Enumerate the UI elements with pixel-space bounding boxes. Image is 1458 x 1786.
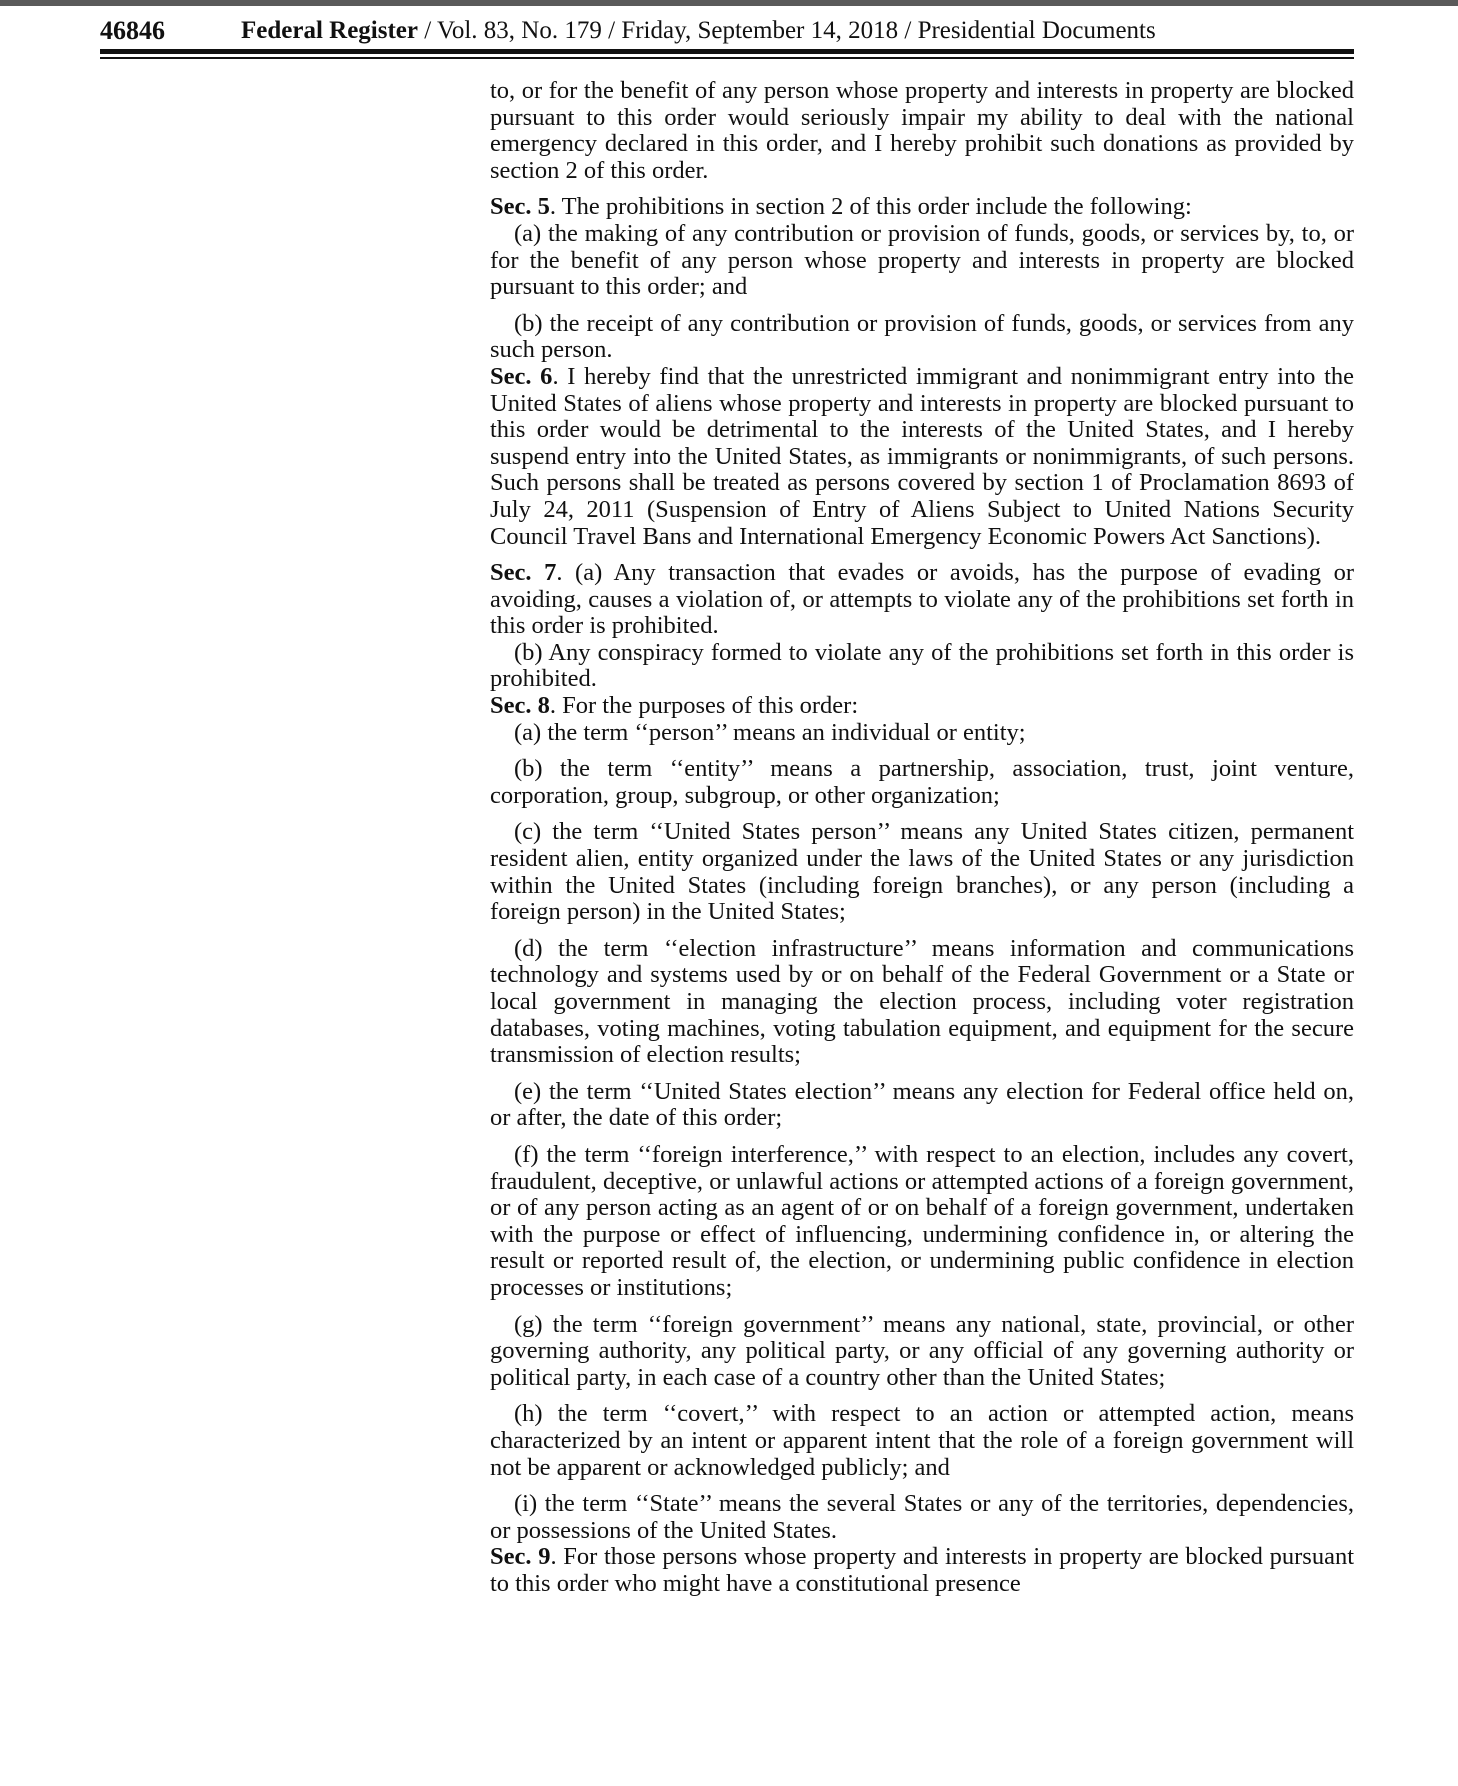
section-8-g — [490, 1312, 1354, 1392]
section-8-f — [490, 1142, 1354, 1302]
paragraph-text: . For those persons whose property and interests in property are blocked pursuant to this order who might have a constitutional presence — [490, 1543, 1355, 1597]
section-8-c — [490, 819, 1354, 925]
paragraph-text: . I hereby find that the unrestricted immigrant and nonimmigrant entry into the United States of aliens whose property and interests in property are blocked pursuant to this order would be detrimental to the interests of the United States, and I hereby suspend entry into the United States, as immigrants or nonimmigrants, of such persons. Such persons shall be treated as persons covered by section 1 of Proclamation 8693 of July 24, 2011 (Suspension of Entry of Aliens Subject to United Nations Security Council Travel Bans and International Emergency Economic Powers Act Sanctions). — [490, 362, 1354, 550]
section-7-a — [490, 560, 1354, 640]
paragraph-text: (d) the term ‘‘election infrastructure’’ means information and communications technology and systems used by or on behalf of the Federal Government or a State or local government in managing the election process, including voter registration databases, voting machines, voting tabulation equipment, and equipment for the secure transmission of election results; — [490, 934, 1354, 1069]
paragraph-text: (g) the term ‘‘foreign government’’ means any national, state, provincial, or other governing authority, any political party, or any official of any governing authority or political party, in each case of a country other than the United States; — [490, 1310, 1354, 1391]
section-8-a — [490, 720, 1354, 747]
document-category: Presidential Documents — [917, 17, 1156, 44]
publication-name: Federal Register — [241, 17, 419, 44]
section-8-d — [490, 936, 1354, 1069]
paragraph-text: (i) the term ‘‘State’’ means the several States or any of the territories, dependencies, or possessions of the United States. — [490, 1490, 1354, 1544]
paragraph-text: . (a) Any transaction that evades or avoids, has the purpose of evading or avoiding, causes a violation of, or attempts to violate any of the prohibitions set forth in this order is prohibited. — [490, 559, 1355, 640]
header-rule-thick — [100, 49, 1354, 54]
paragraph-text: (a) the term ‘‘person’’ means an individual or entity; — [514, 718, 1026, 746]
section-8-e — [490, 1079, 1354, 1132]
section-8-h — [490, 1401, 1354, 1481]
section-label: Sec. 7 — [490, 559, 557, 587]
running-head: Federal Register / Vol. 83, No. 179 / Friday, September 14, 2018 / Presidential Documents — [241, 17, 1156, 44]
header-rule-thin — [100, 57, 1354, 59]
section-8-i — [490, 1491, 1354, 1544]
paragraph-text: (e) the term ‘‘United States election’’ means any election for Federal office held on, or after, the date of this order; — [490, 1077, 1354, 1132]
section-8 — [490, 693, 1354, 720]
paragraph-text: . The prohibitions in section 2 of this order include the following: — [549, 193, 1192, 221]
paragraph-text: (a) the making of any contribution or provision of funds, goods, or services by, to, or for the benefit of any person whose property and interests in property are blocked pursuant to this order; and — [490, 219, 1354, 301]
page-number: 46846 — [100, 16, 165, 45]
volume-info: Vol. 83, No. 179 — [437, 17, 602, 44]
section-label: Sec. 8 — [490, 692, 550, 720]
paragraph-text: (b) Any conspiracy formed to violate any of the prohibitions set forth in this order is prohibited. — [490, 638, 1354, 693]
issue-date: Friday, September 14, 2018 — [621, 17, 899, 44]
body-column — [490, 78, 1354, 1597]
paragraph-text: (h) the term ‘‘covert,’’ with respect to an action or attempted action, means characterized by an intent or apparent intent that the role of a foreign government will not be apparent or acknowledged publicly; and — [490, 1400, 1354, 1481]
paragraph-text: (b) the receipt of any contribution or provision of funds, goods, or services from any such person. — [490, 309, 1354, 364]
section-6 — [490, 364, 1354, 550]
page-top-edge — [0, 0, 1458, 6]
section-5 — [490, 194, 1354, 221]
continued-paragraph — [490, 78, 1354, 184]
section-5-a — [490, 221, 1354, 301]
section-label: Sec. 9 — [490, 1543, 551, 1571]
paragraph-text: to, or for the benefit of any person whose property and interests in property are blocked pursuant to this order would seriously impair my ability to deal with the national emergency declared in this order, and I hereby prohibit such donations as provided by section 2 of this order. — [490, 77, 1354, 184]
section-7-b — [490, 640, 1354, 693]
paragraph-text: (c) the term ‘‘United States person’’ means any United States citizen, permanent resident alien, entity organized under the laws of the United States or any jurisdiction within the United States (including foreign branches), or any person (including a foreign person) in the United States; — [490, 818, 1354, 926]
section-label: Sec. 5 — [490, 193, 550, 221]
paragraph-text: (b) the term ‘‘entity’’ means a partnership, association, trust, joint venture, corporation, group, subgroup, or other organization; — [490, 755, 1354, 809]
section-8-b — [490, 756, 1354, 809]
section-label: Sec. 6 — [490, 362, 553, 390]
section-9 — [490, 1544, 1354, 1597]
running-header — [100, 14, 1354, 48]
paragraph-text: . For the purposes of this order: — [549, 692, 859, 720]
paragraph-text: (f) the term ‘‘foreign interference,’’ with respect to an election, includes any covert, fraudulent, deceptive, or unlawful actions or attempted actions of a foreign government, or of any person acting as an agent of or on behalf of a foreign government, undertaken with the purpose or effect of influencing, undermining confidence in, or altering the result or reported result of, the election, or undermining public confidence in election processes or institutions; — [490, 1140, 1354, 1301]
section-5-b — [490, 311, 1354, 364]
